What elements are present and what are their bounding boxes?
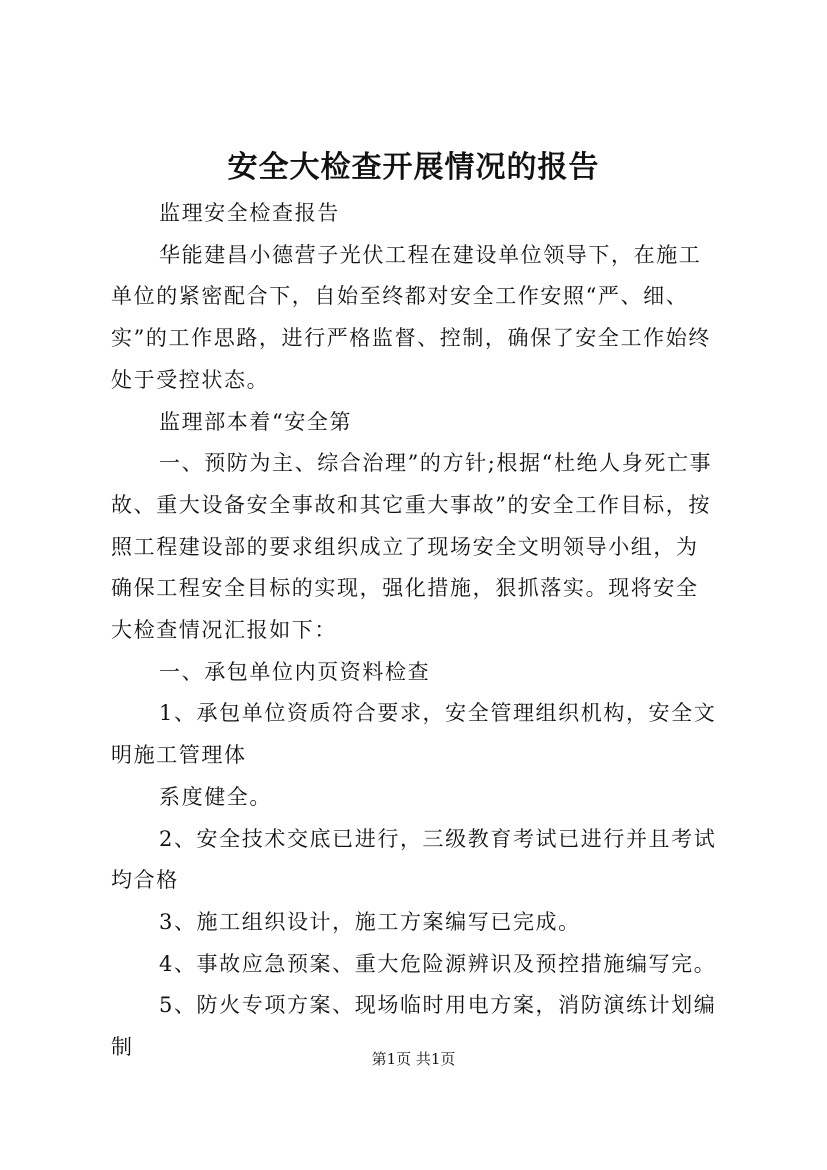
paragraph: 3、施工组织设计，施工方案编写已完成。 <box>159 909 581 934</box>
paragraph: 2、安全技术交底已进行，三级教育考试已进行并且考试均合格 <box>111 826 717 893</box>
document-body <box>111 193 719 1069</box>
paragraph: 一、承包单位内页资料检查 <box>159 659 431 684</box>
paragraph: 5、防火专项方案、现场临时用电方案，消防演练计划编制 <box>111 993 717 1060</box>
paragraph: 华能建昌小德营子光伏工程在建设单位领导下，在施工单位的紧密配合下，自始至终都对安全工作安照“严、细、实”的工作思路，进行严格监督、控制，确保了安全工作始终处于受控状态。 <box>111 242 711 392</box>
paragraph: 1、承包单位资质符合要求，安全管理组织机构，安全文明施工管理体 <box>111 701 717 768</box>
paragraph: 监理部本着“安全第 <box>159 409 353 434</box>
document-title: 安全大检查开展情况的报告 <box>227 150 600 185</box>
paragraph: 监理安全检查报告 <box>159 201 340 225</box>
paragraph: 一、预防为主、综合治理”的方针;根据“杜绝人身死亡事故、重大设备安全事故和其它重大事故”的安全工作目标，按照工程建设部的要求组织成立了现场安全文明领导小组，为确保工程安全目标的实现，强化措施，狠抓落实。现将安全大检查情况汇报如下： <box>111 451 713 643</box>
paragraph: 系度健全。 <box>159 784 272 809</box>
paragraph: 4、事故应急预案、重大危险源辨识及预控措施编写完。 <box>159 951 717 976</box>
page-footer: 第1页 共1页 <box>371 1050 456 1068</box>
